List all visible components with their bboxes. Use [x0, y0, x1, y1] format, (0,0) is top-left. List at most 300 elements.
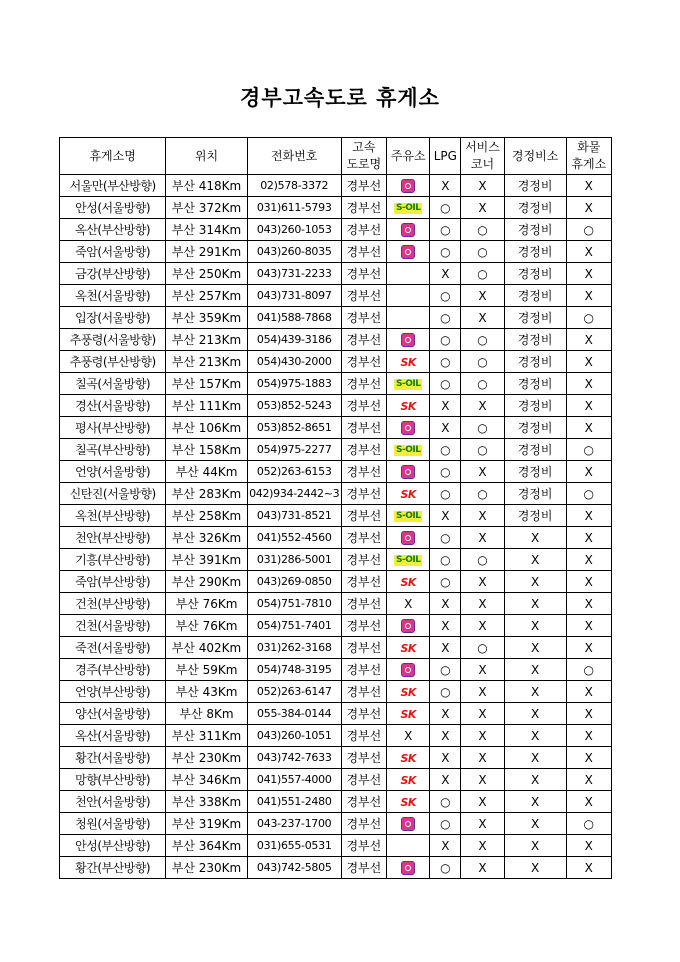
- cell-service: ○: [461, 329, 504, 351]
- cell-location: 부산 314Km: [166, 219, 248, 241]
- s-oil-icon: S-OIL: [395, 202, 421, 213]
- cell-name: 추풍령(부산방향): [60, 351, 166, 373]
- cell-cargo: X: [566, 395, 611, 417]
- cell-name: 양산(서울방향): [60, 703, 166, 725]
- cell-phone: 043)260-1051: [247, 725, 341, 747]
- cell-maintenance: 경정비: [504, 307, 566, 329]
- cell-phone: 055-384-0144: [247, 703, 341, 725]
- cell-road: 경부선: [341, 747, 386, 769]
- cell-road: 경부선: [341, 527, 386, 549]
- table-row: [60, 395, 612, 417]
- sk-icon: SK: [400, 795, 416, 809]
- cell-road: 경부선: [341, 461, 386, 483]
- gs-caltex-icon: [401, 619, 415, 633]
- cell-cargo: X: [566, 681, 611, 703]
- cell-cargo: ○: [566, 813, 611, 835]
- sk-icon: SK: [400, 685, 416, 699]
- cell-maintenance: 경정비: [504, 285, 566, 307]
- table-row: [60, 659, 612, 681]
- s-oil-icon: S-OIL: [395, 378, 421, 389]
- cell-maintenance: 경정비: [504, 417, 566, 439]
- cell-maintenance: 경정비: [504, 461, 566, 483]
- cell-name: 칠곡(부산방향): [60, 439, 166, 461]
- cell-road: 경부선: [341, 791, 386, 813]
- table-row: [60, 615, 612, 637]
- cell-lpg: ○: [430, 241, 461, 263]
- table-row: [60, 725, 612, 747]
- cell-gas: X: [387, 593, 430, 615]
- cell-lpg: X: [430, 175, 461, 197]
- cell-lpg: ○: [430, 197, 461, 219]
- cell-lpg: ○: [430, 681, 461, 703]
- cell-road: 경부선: [341, 285, 386, 307]
- table-row: [60, 483, 612, 505]
- cell-location: 부산 290Km: [166, 571, 248, 593]
- cell-gas: [387, 483, 430, 505]
- cell-cargo: X: [566, 615, 611, 637]
- cell-service: X: [461, 813, 504, 835]
- cell-name: 건천(부산방향): [60, 593, 166, 615]
- cell-name: 천안(부산방향): [60, 527, 166, 549]
- cell-location: 부산 250Km: [166, 263, 248, 285]
- sk-icon: SK: [400, 707, 416, 721]
- cell-cargo: X: [566, 769, 611, 791]
- cell-lpg: X: [430, 593, 461, 615]
- cell-lpg: ○: [430, 285, 461, 307]
- cell-service: X: [461, 285, 504, 307]
- cell-cargo: X: [566, 527, 611, 549]
- cell-name: 경주(부산방향): [60, 659, 166, 681]
- cell-maintenance: 경정비: [504, 241, 566, 263]
- table-row: [60, 329, 612, 351]
- table-row: [60, 373, 612, 395]
- cell-service: ○: [461, 263, 504, 285]
- cell-service: X: [461, 857, 504, 879]
- cell-cargo: X: [566, 703, 611, 725]
- cell-gas: [387, 219, 430, 241]
- rest-area-table: [59, 137, 612, 879]
- table-row: [60, 835, 612, 857]
- cell-location: 부산 44Km: [166, 461, 248, 483]
- cell-maintenance: X: [504, 549, 566, 571]
- cell-gas: X: [387, 725, 430, 747]
- cell-maintenance: 경정비: [504, 329, 566, 351]
- cell-lpg: ○: [430, 659, 461, 681]
- cell-service: ○: [461, 483, 504, 505]
- cell-cargo: X: [566, 747, 611, 769]
- cell-name: 황간(부산방향): [60, 857, 166, 879]
- cell-lpg: ○: [430, 439, 461, 461]
- cell-phone: 042)934-2442~3: [247, 483, 341, 505]
- cell-gas: [387, 549, 430, 571]
- s-oil-icon: S-OIL: [395, 510, 421, 521]
- cell-cargo: X: [566, 725, 611, 747]
- cell-name: 평사(부산방향): [60, 417, 166, 439]
- sk-icon: SK: [400, 399, 416, 413]
- cell-phone: 054)439-3186: [247, 329, 341, 351]
- cell-name: 죽암(서울방향): [60, 241, 166, 263]
- cell-cargo: X: [566, 241, 611, 263]
- cell-location: 부산 319Km: [166, 813, 248, 835]
- cell-gas: [387, 615, 430, 637]
- cell-gas: [387, 659, 430, 681]
- cell-phone: 043)742-7633: [247, 747, 341, 769]
- cell-gas: [387, 681, 430, 703]
- header-cargo-line1: 화물: [577, 140, 601, 154]
- cell-road: 경부선: [341, 439, 386, 461]
- cell-phone: 054)751-7401: [247, 615, 341, 637]
- table-row: [60, 175, 612, 197]
- cell-lpg: ○: [430, 857, 461, 879]
- table-row: [60, 351, 612, 373]
- cell-name: 망향(부산방향): [60, 769, 166, 791]
- cell-cargo: X: [566, 505, 611, 527]
- cell-gas: [387, 527, 430, 549]
- cell-gas: [387, 439, 430, 461]
- cell-name: 옥천(서울방향): [60, 285, 166, 307]
- gs-caltex-icon: [401, 663, 415, 677]
- table-row: [60, 197, 612, 219]
- table-row: [60, 549, 612, 571]
- cell-gas: [387, 461, 430, 483]
- header-lpg: LPG: [430, 138, 461, 175]
- cell-service: X: [461, 703, 504, 725]
- table-row: [60, 747, 612, 769]
- sk-icon: SK: [400, 487, 416, 501]
- sk-icon: SK: [400, 575, 416, 589]
- cell-road: 경부선: [341, 329, 386, 351]
- table-row: [60, 527, 612, 549]
- cell-service: X: [461, 307, 504, 329]
- cell-cargo: ○: [566, 483, 611, 505]
- cell-maintenance: X: [504, 637, 566, 659]
- cell-cargo: X: [566, 571, 611, 593]
- cell-maintenance: X: [504, 747, 566, 769]
- cell-location: 부산 157Km: [166, 373, 248, 395]
- cell-location: 부산 258Km: [166, 505, 248, 527]
- cell-name: 천안(서울방향): [60, 791, 166, 813]
- cell-lpg: X: [430, 505, 461, 527]
- cell-road: 경부선: [341, 395, 386, 417]
- cell-name: 경산(서울방향): [60, 395, 166, 417]
- cell-location: 부산 8Km: [166, 703, 248, 725]
- cell-cargo: X: [566, 263, 611, 285]
- cell-lpg: ○: [430, 461, 461, 483]
- cell-location: 부산 291Km: [166, 241, 248, 263]
- cell-gas: [387, 791, 430, 813]
- cell-gas: [387, 637, 430, 659]
- cell-phone: 052)263-6147: [247, 681, 341, 703]
- cell-road: 경부선: [341, 417, 386, 439]
- cell-name: 서울만(부산방향): [60, 175, 166, 197]
- cell-gas: [387, 307, 430, 329]
- cell-road: 경부선: [341, 703, 386, 725]
- table-row: [60, 813, 612, 835]
- cell-road: 경부선: [341, 813, 386, 835]
- cell-maintenance: 경정비: [504, 505, 566, 527]
- cell-maintenance: X: [504, 593, 566, 615]
- cell-phone: 043-237-1700: [247, 813, 341, 835]
- cell-phone: 054)751-7810: [247, 593, 341, 615]
- table-row: [60, 461, 612, 483]
- cell-maintenance: X: [504, 769, 566, 791]
- cell-phone: 054)975-1883: [247, 373, 341, 395]
- cell-maintenance: 경정비: [504, 197, 566, 219]
- cell-gas: [387, 703, 430, 725]
- cell-service: X: [461, 725, 504, 747]
- cell-phone: 052)263-6153: [247, 461, 341, 483]
- cell-phone: 043)731-8097: [247, 285, 341, 307]
- cell-road: 경부선: [341, 373, 386, 395]
- cell-cargo: X: [566, 329, 611, 351]
- cell-service: X: [461, 175, 504, 197]
- cell-road: 경부선: [341, 219, 386, 241]
- cell-name: 추풍령(서울방향): [60, 329, 166, 351]
- gs-caltex-icon: [401, 333, 415, 347]
- table-row: [60, 791, 612, 813]
- cell-phone: 031)655-0531: [247, 835, 341, 857]
- cell-phone: 031)286-5001: [247, 549, 341, 571]
- cell-road: 경부선: [341, 725, 386, 747]
- cell-road: 경부선: [341, 593, 386, 615]
- cell-phone: 02)578-3372: [247, 175, 341, 197]
- cell-road: 경부선: [341, 681, 386, 703]
- cell-service: X: [461, 527, 504, 549]
- cell-gas: [387, 285, 430, 307]
- cell-gas: [387, 747, 430, 769]
- table-row: [60, 241, 612, 263]
- gs-caltex-icon: [401, 817, 415, 831]
- cell-location: 부산 402Km: [166, 637, 248, 659]
- cell-maintenance: 경정비: [504, 263, 566, 285]
- cell-gas: [387, 241, 430, 263]
- table-row: [60, 285, 612, 307]
- cell-cargo: X: [566, 857, 611, 879]
- cell-name: 금강(부산방향): [60, 263, 166, 285]
- cell-gas: [387, 857, 430, 879]
- cell-location: 부산 257Km: [166, 285, 248, 307]
- cell-lpg: X: [430, 417, 461, 439]
- cell-maintenance: 경정비: [504, 483, 566, 505]
- cell-lpg: X: [430, 395, 461, 417]
- cell-name: 옥천(부산방향): [60, 505, 166, 527]
- cell-maintenance: X: [504, 681, 566, 703]
- cell-road: 경부선: [341, 263, 386, 285]
- table-row: [60, 857, 612, 879]
- header-cargo: [566, 138, 611, 175]
- cell-cargo: X: [566, 175, 611, 197]
- cell-lpg: X: [430, 835, 461, 857]
- cell-maintenance: 경정비: [504, 439, 566, 461]
- cell-lpg: ○: [430, 329, 461, 351]
- cell-service: ○: [461, 219, 504, 241]
- cell-location: 부산 364Km: [166, 835, 248, 857]
- header-maintenance: 경정비소: [504, 138, 566, 175]
- header-phone: 전화번호: [247, 138, 341, 175]
- cell-phone: 043)742-5805: [247, 857, 341, 879]
- cell-phone: 054)975-2277: [247, 439, 341, 461]
- cell-service: X: [461, 571, 504, 593]
- cell-maintenance: X: [504, 571, 566, 593]
- cell-lpg: ○: [430, 791, 461, 813]
- sk-icon: SK: [400, 773, 416, 787]
- cell-service: X: [461, 461, 504, 483]
- cell-maintenance: X: [504, 527, 566, 549]
- cell-road: 경부선: [341, 549, 386, 571]
- cell-service: ○: [461, 637, 504, 659]
- cell-gas: [387, 351, 430, 373]
- cell-cargo: X: [566, 197, 611, 219]
- cell-lpg: ○: [430, 549, 461, 571]
- s-oil-icon: S-OIL: [395, 444, 421, 455]
- cell-gas: [387, 505, 430, 527]
- cell-lpg: ○: [430, 813, 461, 835]
- gs-caltex-icon: [401, 421, 415, 435]
- cell-name: 옥산(부산방향): [60, 219, 166, 241]
- cell-phone: 043)269-0850: [247, 571, 341, 593]
- cell-gas: [387, 571, 430, 593]
- cell-maintenance: 경정비: [504, 395, 566, 417]
- cell-name: 신탄진(서울방향): [60, 483, 166, 505]
- cell-name: 청원(서울방향): [60, 813, 166, 835]
- header-gas: 주유소: [387, 138, 430, 175]
- cell-maintenance: 경정비: [504, 175, 566, 197]
- cell-location: 부산 43Km: [166, 681, 248, 703]
- cell-lpg: ○: [430, 527, 461, 549]
- cell-phone: 031)611-5793: [247, 197, 341, 219]
- cell-maintenance: X: [504, 615, 566, 637]
- cell-location: 부산 230Km: [166, 857, 248, 879]
- cell-maintenance: X: [504, 791, 566, 813]
- cell-name: 옥산(서울방향): [60, 725, 166, 747]
- cell-gas: [387, 175, 430, 197]
- cell-maintenance: X: [504, 725, 566, 747]
- cell-lpg: X: [430, 637, 461, 659]
- header-road: [341, 138, 386, 175]
- gs-caltex-icon: [401, 465, 415, 479]
- cell-name: 기흥(부산방향): [60, 549, 166, 571]
- table-row: [60, 263, 612, 285]
- cell-cargo: ○: [566, 219, 611, 241]
- cell-maintenance: X: [504, 703, 566, 725]
- table-row: [60, 769, 612, 791]
- cell-service: ○: [461, 241, 504, 263]
- header-service: [461, 138, 504, 175]
- cell-service: X: [461, 505, 504, 527]
- cell-lpg: ○: [430, 219, 461, 241]
- cell-maintenance: X: [504, 835, 566, 857]
- cell-cargo: ○: [566, 307, 611, 329]
- header-service-line2: 코너: [470, 157, 495, 171]
- cell-lpg: ○: [430, 307, 461, 329]
- cell-name: 입장(서울방향): [60, 307, 166, 329]
- cell-lpg: X: [430, 769, 461, 791]
- cell-road: 경부선: [341, 637, 386, 659]
- cell-gas: [387, 329, 430, 351]
- header-name: 휴게소명: [60, 138, 166, 175]
- cell-road: 경부선: [341, 307, 386, 329]
- cell-road: 경부선: [341, 175, 386, 197]
- cell-cargo: ○: [566, 439, 611, 461]
- cell-road: 경부선: [341, 241, 386, 263]
- sk-icon: SK: [400, 355, 416, 369]
- cell-phone: 041)551-2480: [247, 791, 341, 813]
- cell-road: 경부선: [341, 197, 386, 219]
- cell-phone: 053)852-5243: [247, 395, 341, 417]
- table-row: [60, 571, 612, 593]
- cell-location: 부산 283Km: [166, 483, 248, 505]
- cell-service: X: [461, 197, 504, 219]
- cell-location: 부산 158Km: [166, 439, 248, 461]
- cell-location: 부산 106Km: [166, 417, 248, 439]
- cell-phone: 041)552-4560: [247, 527, 341, 549]
- header-cargo-line2: 휴게소: [571, 157, 607, 171]
- cell-lpg: X: [430, 263, 461, 285]
- cell-cargo: X: [566, 593, 611, 615]
- cell-road: 경부선: [341, 483, 386, 505]
- cell-location: 부산 311Km: [166, 725, 248, 747]
- cell-cargo: X: [566, 461, 611, 483]
- header-road-line1: 고속: [352, 140, 376, 154]
- cell-service: X: [461, 747, 504, 769]
- table-row: [60, 417, 612, 439]
- cell-lpg: ○: [430, 373, 461, 395]
- cell-phone: 043)731-8521: [247, 505, 341, 527]
- cell-lpg: X: [430, 615, 461, 637]
- sk-icon: SK: [400, 641, 416, 655]
- gs-caltex-icon: [401, 861, 415, 875]
- cell-maintenance: 경정비: [504, 351, 566, 373]
- cell-lpg: X: [430, 703, 461, 725]
- cell-name: 안성(서울방향): [60, 197, 166, 219]
- cell-location: 부산 372Km: [166, 197, 248, 219]
- cell-cargo: X: [566, 791, 611, 813]
- cell-road: 경부선: [341, 505, 386, 527]
- gs-caltex-icon: [401, 245, 415, 259]
- cell-cargo: X: [566, 285, 611, 307]
- cell-maintenance: 경정비: [504, 373, 566, 395]
- cell-name: 건천(서울방향): [60, 615, 166, 637]
- cell-service: ○: [461, 373, 504, 395]
- sk-icon: SK: [400, 751, 416, 765]
- cell-cargo: X: [566, 835, 611, 857]
- cell-location: 부산 76Km: [166, 615, 248, 637]
- cell-road: 경부선: [341, 857, 386, 879]
- cell-name: 안성(부산방향): [60, 835, 166, 857]
- s-oil-icon: S-OIL: [395, 554, 421, 565]
- cell-location: 부산 391Km: [166, 549, 248, 571]
- cell-cargo: X: [566, 373, 611, 395]
- cell-road: 경부선: [341, 769, 386, 791]
- cell-phone: 054)430-2000: [247, 351, 341, 373]
- cell-name: 언양(서울방향): [60, 461, 166, 483]
- cell-service: ○: [461, 417, 504, 439]
- cell-gas: [387, 373, 430, 395]
- cell-location: 부산 359Km: [166, 307, 248, 329]
- cell-gas: [387, 813, 430, 835]
- cell-lpg: ○: [430, 351, 461, 373]
- cell-cargo: X: [566, 417, 611, 439]
- gs-caltex-icon: [401, 531, 415, 545]
- header-road-line2: 도로명: [346, 157, 382, 171]
- cell-service: X: [461, 395, 504, 417]
- cell-service: ○: [461, 439, 504, 461]
- cell-cargo: X: [566, 637, 611, 659]
- cell-lpg: X: [430, 747, 461, 769]
- table-row: [60, 593, 612, 615]
- table-row: [60, 505, 612, 527]
- cell-service: ○: [461, 351, 504, 373]
